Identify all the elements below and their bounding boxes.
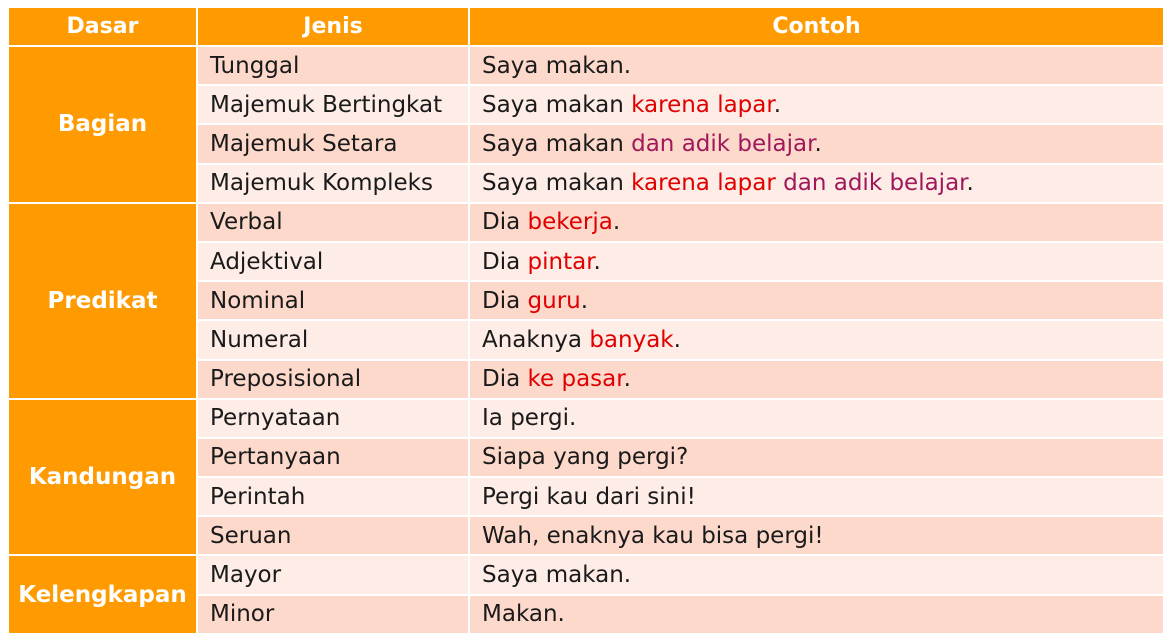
header-dasar: Dasar <box>8 7 197 46</box>
contoh-cell <box>469 555 1164 594</box>
table-body <box>8 46 1164 634</box>
contoh-cell <box>469 399 1164 438</box>
highlight-segment: karena lapar <box>631 170 784 197</box>
text-segment: Saya makan <box>482 170 632 197</box>
text-segment: Ia pergi. <box>482 405 577 432</box>
text-segment: . <box>966 170 974 197</box>
text-segment: Dia <box>482 366 528 393</box>
text-segment: . <box>623 366 631 393</box>
text-segment: Siapa yang pergi? <box>482 444 689 471</box>
text-segment: . <box>612 209 621 236</box>
header-contoh: Contoh <box>469 7 1164 46</box>
group-label: Predikat <box>8 203 197 399</box>
contoh-cell <box>469 85 1164 124</box>
contoh-cell <box>469 46 1164 85</box>
highlight-segment: dan adik belajar <box>783 170 967 197</box>
text-segment: . <box>773 91 782 118</box>
text-segment: Saya makan <box>482 130 632 157</box>
jenis-cell: Verbal <box>197 203 469 242</box>
text-segment: Dia <box>482 209 528 236</box>
jenis-cell: Numeral <box>197 320 469 359</box>
text-segment: Wah, enaknya kau bisa pergi! <box>482 522 824 549</box>
group-label: Bagian <box>8 46 197 203</box>
contoh-cell <box>469 516 1164 555</box>
text-segment: Saya makan <box>482 91 632 118</box>
highlight-segment: banyak <box>589 326 674 353</box>
jenis-cell: Pertanyaan <box>197 438 469 477</box>
text-segment: Anaknya <box>482 326 590 353</box>
contoh-cell <box>469 595 1164 634</box>
contoh-cell <box>469 164 1164 203</box>
contoh-cell <box>469 242 1164 281</box>
highlight-segment: ke pasar <box>527 366 624 393</box>
jenis-cell: Mayor <box>197 555 469 594</box>
text-segment: . <box>673 326 681 353</box>
text-segment: . <box>593 248 601 275</box>
jenis-cell: Minor <box>197 595 469 634</box>
group-label: Kelengkapan <box>8 555 197 633</box>
highlight-segment: karena lapar <box>631 91 774 118</box>
text-segment: . <box>814 130 822 157</box>
contoh-cell <box>469 477 1164 516</box>
header-jenis: Jenis <box>197 7 469 46</box>
jenis-cell: Preposisional <box>197 360 469 399</box>
jenis-cell: Adjektival <box>197 242 469 281</box>
jenis-cell: Seruan <box>197 516 469 555</box>
contoh-cell <box>469 203 1164 242</box>
contoh-cell <box>469 438 1164 477</box>
text-segment: . <box>580 287 589 314</box>
text-segment: Dia <box>482 248 528 275</box>
text-segment: Dia <box>482 287 528 314</box>
highlight-segment: dan adik belajar <box>631 130 815 157</box>
text-segment: Makan. <box>482 601 565 628</box>
highlight-segment: guru <box>527 287 581 314</box>
text-segment: Saya makan. <box>482 52 632 79</box>
text-segment: Pergi kau dari sini! <box>482 483 696 510</box>
jenis-cell: Nominal <box>197 281 469 320</box>
jenis-cell: Perintah <box>197 477 469 516</box>
contoh-cell <box>469 124 1164 163</box>
highlight-segment: bekerja <box>527 209 613 236</box>
group-label: Kandungan <box>8 399 197 556</box>
contoh-cell <box>469 281 1164 320</box>
jenis-cell: Tunggal <box>197 46 469 85</box>
table-header-row <box>8 7 1164 46</box>
jenis-cell: Majemuk Setara <box>197 124 469 163</box>
jenis-cell: Majemuk Kompleks <box>197 164 469 203</box>
contoh-cell <box>469 360 1164 399</box>
table-row <box>8 203 1164 242</box>
table-row <box>8 555 1164 594</box>
sentence-types-table <box>7 6 1165 635</box>
jenis-cell: Pernyataan <box>197 399 469 438</box>
contoh-cell <box>469 320 1164 359</box>
highlight-segment: pintar <box>527 248 594 275</box>
table-row <box>8 399 1164 438</box>
table-row <box>8 46 1164 85</box>
jenis-cell: Majemuk Bertingkat <box>197 85 469 124</box>
text-segment: Saya makan. <box>482 562 632 589</box>
